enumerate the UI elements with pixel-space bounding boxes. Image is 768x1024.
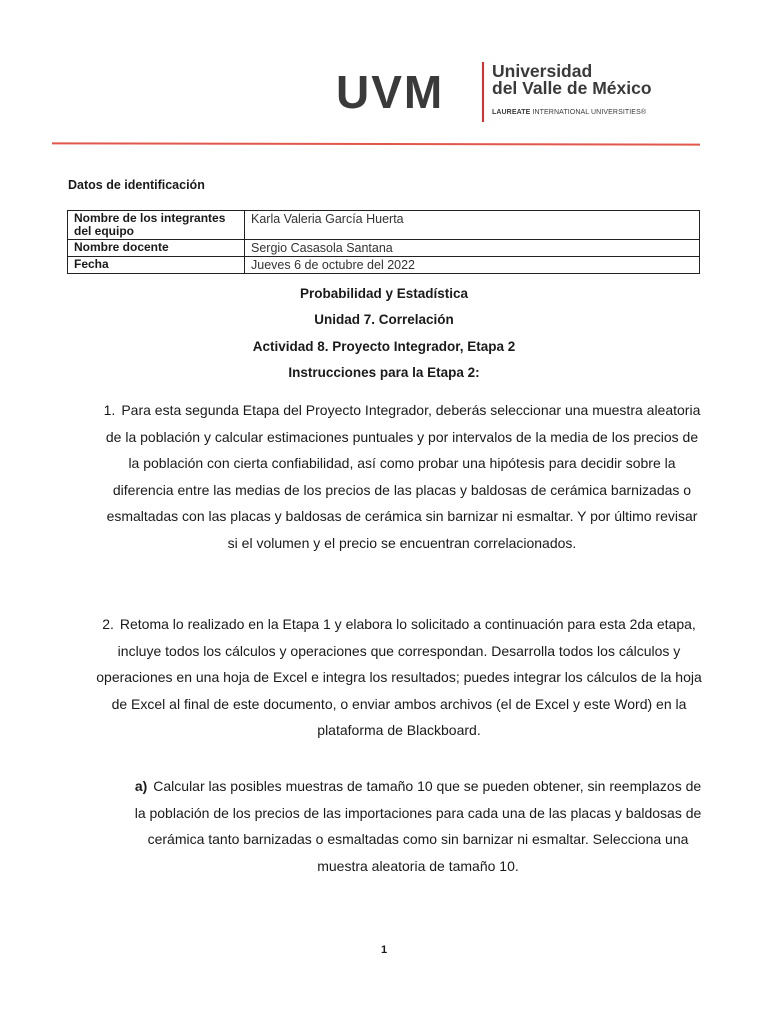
table-row	[68, 257, 700, 274]
row-value: Sergio Casasola Santana	[245, 240, 700, 257]
row-value: Karla Valeria García Huerta	[245, 211, 700, 240]
instruction-subitem-a	[132, 773, 704, 879]
instructions-title: Instrucciones para la Etapa 2:	[288, 365, 480, 380]
laureate-tagline: LAUREATE INTERNATIONAL UNIVERSITIES®	[492, 109, 647, 116]
row-label: Nombre de los integrantes del equipo	[68, 211, 245, 240]
item-number: 1.	[103, 402, 116, 418]
section-title: Datos de identificación	[68, 178, 205, 192]
university-name: Universidad del Valle de México	[492, 61, 652, 98]
item-text: Retoma lo realizado en la Etapa 1 y elabora lo solicitado a continuación para esta 2da etapa, incluye todos los cálculos y operaciones que correspondan. Desarrolla todos los cálculos y operaciones en una hoja de Excel e integra los resultados; puedes integrar los cálculos de la hoja de Excel al final de este documento, o enviar ambos archivos (el de Excel y este Word) en la plataforma de Blackboard.	[96, 616, 702, 739]
activity-title: Actividad 8. Proyecto Integrador, Etapa 2	[252, 339, 516, 354]
row-value: Jueves 6 de octubre del 2022	[245, 257, 700, 274]
svg-text:UVM: UVM	[336, 70, 445, 112]
subitem-text: Calcular las posibles muestras de tamaño 10 que se pueden obtener, sin reemplazos de la población de los precios de las importaciones para cada una de las placas y baldosas de cerámica tanto barnizadas o esmaltadas como sin barnizar ni esmaltar. Selecciona una muestra aleatoria de tamaño 10.	[134, 778, 702, 874]
subitem-letter: a)	[134, 778, 148, 794]
uvm-wordmark	[336, 70, 468, 112]
instruction-item-1	[100, 397, 704, 557]
item-number: 2.	[102, 616, 114, 632]
uvm-logo	[336, 62, 676, 124]
row-label: Fecha	[68, 257, 245, 274]
instruction-item-2	[94, 611, 704, 744]
table-row	[68, 211, 700, 240]
logo-divider	[482, 62, 484, 122]
page-number: 1	[380, 944, 388, 956]
course-title: Probabilidad y Estadística	[299, 286, 469, 301]
header-rule	[52, 142, 700, 145]
item-text: Para esta segunda Etapa del Proyecto Integrador, deberás seleccionar una muestra aleatoria de la población y calcular estimaciones puntuales y por intervalos de la media de los precios de la población con cierta confiabilidad, así como probar una hipótesis para decidir sobre la diferencia entre las medias de los precios de las placas y baldosas de cerámica barnizadas o esmaltadas con las placas y baldosas de cerámica sin barnizar ni esmaltar. Y por último revisar si el volumen y el precio se encuentran correlacionados.	[105, 402, 701, 551]
row-label: Nombre docente	[68, 240, 245, 257]
table-row	[68, 240, 700, 257]
unit-title: Unidad 7. Correlación	[314, 312, 454, 327]
identification-table	[67, 210, 700, 274]
